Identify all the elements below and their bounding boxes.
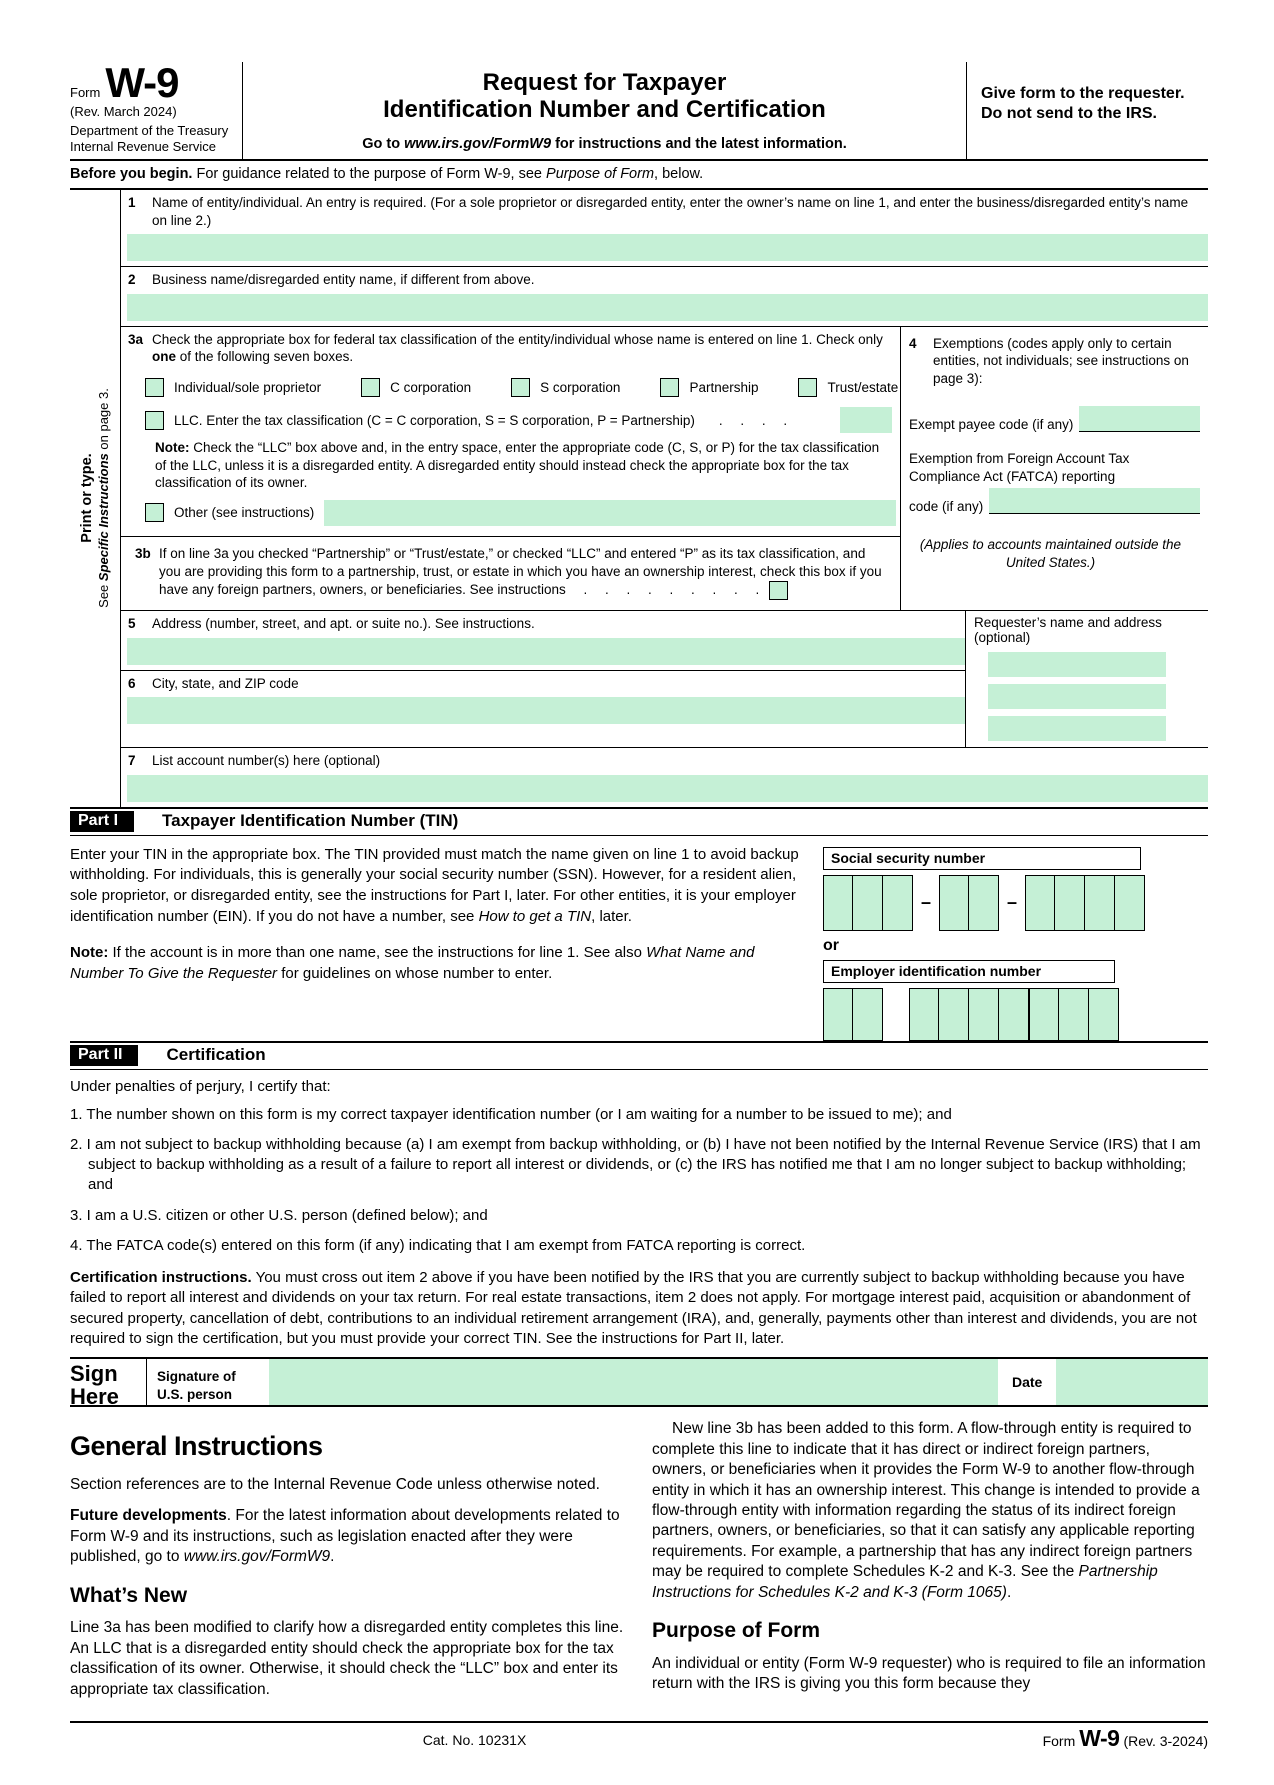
line2-row — [121, 267, 1208, 327]
purpose-of-form-paragraph: An individual or entity (Form W-9 requester) who is required to file an information return with the IRS is giving you this form because they — [652, 1654, 1206, 1693]
department-line: Department of the Treasury — [70, 122, 229, 138]
part2-content — [70, 1078, 1208, 1350]
ein-cell[interactable] — [1089, 988, 1119, 1041]
date-label: Date — [1012, 1374, 1043, 1391]
whats-new-title: What’s New — [70, 1583, 188, 1607]
ssn-cell[interactable] — [823, 875, 853, 931]
leader-dots: . . . . . . . . . — [583, 582, 760, 598]
line3b-number: 3b — [135, 545, 151, 561]
certification-item-3: 3. I am a U.S. citizen or other U.S. person (defined below); and — [70, 1206, 488, 1224]
address-section — [121, 611, 1208, 748]
name-input[interactable] — [127, 234, 1208, 261]
part1-heading — [70, 807, 1208, 836]
line1-number: 1 — [128, 195, 136, 211]
irs-url: www.irs.gov/FormW9 — [183, 1548, 331, 1566]
other-input[interactable] — [324, 500, 896, 526]
line4-label: Exemptions (codes apply only to certain entities, not individuals; see instructions on page 3): — [933, 335, 1189, 387]
checkbox-llc[interactable] — [145, 411, 164, 430]
certification-item-1: 1. The number shown on this form is my correct taxpayer identification number (or I am waiting for a number to be issued to me); and — [70, 1105, 952, 1123]
general-instructions-title: General Instructions — [70, 1431, 323, 1462]
address-input[interactable] — [127, 638, 965, 665]
fatca-code-label: code (if any) — [909, 499, 984, 515]
line1-row — [121, 190, 1208, 267]
requester-column — [965, 611, 1208, 747]
or-word: or — [823, 936, 839, 954]
applies-note: (Applies to accounts maintained outside the United States.) — [919, 537, 1182, 571]
option-label: Individual/sole proprietor — [174, 380, 322, 396]
exempt-payee-code-input[interactable] — [1079, 406, 1200, 432]
footer-form-id: Form W-9 (Rev. 3-2024) — [1042, 1725, 1208, 1752]
line6-number: 6 — [128, 675, 136, 691]
line3a-row — [121, 327, 900, 537]
ein-cell[interactable] — [823, 988, 853, 1041]
ssn-cell[interactable] — [1025, 875, 1055, 931]
before-you-begin: Before you begin. For guidance related to the purpose of Form W-9, see Purpose of Form, below. — [70, 161, 1208, 190]
ssn-cell[interactable] — [1055, 875, 1085, 931]
line7-row — [121, 748, 1208, 802]
fatca-label: Exemption from Foreign Account Tax Compliance Act (FATCA) reporting — [909, 450, 1130, 484]
ein-input-cells — [823, 988, 1208, 1041]
future-developments: Future developments. For the latest information about developments related to Form W-9 and its instructions, such as legislation enacted after they were published, go to www.irs.gov/FormW9. — [70, 1507, 620, 1566]
line6-label: City, state, and ZIP code — [152, 675, 299, 691]
form-number: W-9 — [105, 59, 179, 106]
option-label: Trust/estate — [827, 380, 899, 396]
ein-cell[interactable] — [853, 988, 883, 1041]
form-title-block — [242, 62, 966, 159]
line3b-label: If on line 3a you checked “Partnership” or “Trust/estate,” or checked “LLC” and entered “P” as its tax classification, and you are providing this form to a partnership, trust, or estate in which you have an ownership interest, check this box if you have any foreign partners, owners, or beneficiaries. See instructions . . . . . . . . . — [159, 545, 888, 600]
part1-title: Taxpayer Identification Number (TIN) — [162, 811, 459, 831]
line3b-row — [121, 537, 900, 610]
sign-here-label: Sign Here — [70, 1361, 119, 1410]
signature-label: Signature of U.S. person — [157, 1369, 236, 1402]
sidebar-line1: Print or type. — [78, 453, 95, 544]
give-form-notice: Give form to the requester. Do not send to the IRS. — [966, 62, 1208, 159]
date-input[interactable] — [1056, 1359, 1208, 1405]
option-label: C corporation — [390, 380, 472, 396]
ein-cell[interactable] — [969, 988, 999, 1041]
line3b-new-paragraph: New line 3b has been added to this form. A flow-through entity is required to complete this line to indicate that it has direct or indirect foreign partners, owners, or beneficiaries when it provides the Form W-9 to another flow-through entity in which it has an ownership interest. This change is intended to provide a flow-through entity with information regarding the status of its indirect foreign partners, owners, or beneficiaries, so that it can satisfy any applicable reporting requirements. For example, a partnership that has any indirect foreign partners may be required to complete Schedules K-2 and K-3. See the Partnership Instructions for Schedules K-2 and K-3 (Form 1065). — [652, 1420, 1200, 1601]
ssn-input-cells — [823, 875, 1208, 931]
tin-boxes — [823, 845, 1208, 1041]
checkbox-partnership[interactable] — [660, 378, 679, 397]
form-revision: (Rev. March 2024) — [70, 103, 177, 119]
goto-line: Go to www.irs.gov/FormW9 for instructions and the latest information. — [362, 135, 847, 152]
checkbox-s-corporation[interactable] — [511, 378, 530, 397]
page-footer — [70, 1721, 1208, 1765]
exempt-payee-line — [909, 406, 1200, 432]
part2-title: Certification — [166, 1045, 266, 1065]
part1-chip: Part I — [70, 811, 134, 832]
section-references: Section references are to the Internal Revenue Code unless otherwise noted. — [70, 1475, 600, 1493]
line2-number: 2 — [128, 272, 136, 288]
ein-cell[interactable] — [909, 988, 939, 1041]
requester-label: Requester’s name and address (optional) — [974, 615, 1162, 646]
ssn-cell[interactable] — [883, 875, 913, 931]
ssn-cell[interactable] — [853, 875, 883, 931]
requester-input-line2[interactable] — [988, 684, 1166, 709]
certification-item-4: 4. The FATCA code(s) entered on this form (if any) indicating that I am exempt from FATCA reporting is correct. — [70, 1236, 806, 1254]
part2-heading — [70, 1041, 1208, 1070]
certification-instructions: Certification instructions. You must cross out item 2 above if you have been notified by the IRS that you are currently subject to backup withholding because you have failed to report all interest and dividends on your tax return. For real estate transactions, item 2 does not apply. For mortgage interest paid, acquisition or abandonment of secured property, cancellation of debt, contributions to an individual retirement arrangement (IRA), and, generally, payments other than interest and dividends, you are not required to sign the certification, but you must provide your correct TIN. See the instructions for Part II, later. — [70, 1269, 1197, 1347]
tin-note: Note: If the account is in more than one name, see the instructions for line 1. See also What Name and Number To Give the Requester for guidelines on whose number to enter. — [70, 944, 755, 983]
ein-label: Employer identification number — [823, 960, 1115, 983]
ssn-label: Social security number — [823, 847, 1141, 870]
ein-cell[interactable] — [1029, 988, 1059, 1041]
requester-input-line1[interactable] — [988, 652, 1166, 677]
form-header — [70, 59, 1208, 161]
line3a-label: Check the appropriate box for federal tax classification of the entity/individual whose name is entered on line 1. Check only one of the following seven boxes. — [152, 331, 883, 365]
line1-label: Name of entity/individual. An entry is required. (For a sole proprietor or disregarded entity, enter the owner’s name on line 1, and enter the business/disregarded entity’s name on line 2.) — [152, 195, 1189, 228]
line4-column — [900, 327, 1208, 610]
business-name-input[interactable] — [127, 294, 1208, 321]
general-instructions — [70, 1419, 1208, 1711]
llc-label: LLC. Enter the tax classification (C = C corporation, S = S corporation, P = Partnership) — [174, 412, 695, 428]
other-row — [145, 500, 896, 526]
catalog-number: Cat. No. 10231X — [422, 1732, 527, 1749]
llc-classification-input[interactable] — [840, 407, 892, 433]
other-label: Other (see instructions) — [174, 505, 315, 521]
line7-label: List account number(s) here (optional) — [152, 753, 381, 769]
llc-note: Note: Check the “LLC” box above and, in the entry space, enter the appropriate code (C, S, or P) for the tax classification of the LLC, unless it is a disregarded entity. A disregarded entity should instead check the appropriate box for the tax classification of its owner. — [155, 440, 880, 491]
ssn-dash: – — [921, 892, 932, 913]
option-label: S corporation — [540, 380, 621, 396]
ein-cell[interactable] — [1059, 988, 1089, 1041]
ssn-cell[interactable] — [939, 875, 969, 931]
line6-row — [121, 671, 965, 725]
part2-chip: Part II — [70, 1045, 138, 1066]
line3-section — [121, 327, 1208, 611]
fatca-code-line — [909, 488, 1200, 514]
irs-url: www.irs.gov/FormW9 — [404, 135, 552, 152]
line2-label: Business name/disregarded entity name, if different from above. — [152, 272, 535, 288]
exempt-payee-label: Exempt payee code (if any) — [909, 416, 1074, 432]
llc-row — [145, 407, 892, 433]
line3a-number: 3a — [128, 331, 144, 347]
ssn-cell[interactable] — [969, 875, 999, 931]
account-numbers-input[interactable] — [127, 775, 1208, 802]
city-state-zip-input[interactable] — [127, 697, 965, 724]
ssn-cell[interactable] — [1085, 875, 1115, 931]
form-id-block — [70, 59, 242, 159]
form-body — [70, 190, 1208, 806]
checkbox-individual-sole-proprietor[interactable] — [145, 378, 164, 397]
form-title: Request for Taxpayer Identification Number and Certification — [383, 69, 826, 123]
ein-cell[interactable] — [999, 988, 1029, 1041]
whats-new-paragraph: Line 3a has been modified to clarify how a disregarded entity completes this line. An LLC that is a disregarded entity should check the appropriate box for the tax classification of its owner. Otherwise, it should check the “LLC” box and enter its appropriate tax classification. — [70, 1619, 624, 1698]
leader-dots: . . . . — [718, 412, 788, 428]
signature-input[interactable] — [269, 1359, 998, 1405]
ssn-dash: – — [1007, 892, 1018, 913]
print-or-type-sidebar — [70, 190, 120, 806]
form-word: Form — [70, 85, 101, 100]
agency-line: Internal Revenue Service — [70, 139, 216, 155]
sidebar-line2: See Specific Instructions on page 3. — [95, 388, 111, 609]
line5-row — [121, 611, 965, 671]
part1-content — [70, 836, 1208, 1041]
checkbox-c-corporation[interactable] — [361, 378, 380, 397]
tin-paragraph: Enter your TIN in the appropriate box. The TIN provided must match the name given on line 1 to avoid backup withholding. For individuals, this is generally your social security number (SSN). However, for a resident alien, sole proprietor, or disregarded entity, see the instructions for Part I, later. For other entities, it is your employer identification number (EIN). If you do not have a number, see How to get a TIN, later. — [70, 845, 799, 925]
requester-input-line3[interactable] — [988, 716, 1166, 741]
line5-number: 5 — [128, 616, 136, 632]
certify-intro: Under penalties of perjury, I certify that: — [70, 1077, 331, 1095]
certification-item-2: 2. I am not subject to backup withholding because (a) I am exempt from backup withholding, or (b) I have not been notified by the Internal Revenue Service (IRS) that I am subject to backup withholding as a result of a failure to report all interest or dividends, or (c) the IRS has notified me that I am no longer subject to backup withholding; and — [70, 1135, 1201, 1194]
line5-label: Address (number, street, and apt. or suite no.). See instructions. — [152, 616, 535, 632]
instructions-left-column — [70, 1419, 626, 1711]
line7-number: 7 — [128, 753, 136, 769]
instructions-right-column — [652, 1419, 1208, 1711]
checkbox-other[interactable] — [145, 503, 164, 522]
ein-cell[interactable] — [939, 988, 969, 1041]
ssn-cell[interactable] — [1115, 875, 1145, 931]
sign-here-row — [70, 1357, 1208, 1410]
line4-number: 4 — [909, 335, 917, 351]
tax-classification-options — [145, 378, 900, 397]
checkbox-trust-estate[interactable] — [798, 378, 817, 397]
fatca-code-input[interactable] — [989, 488, 1200, 514]
option-label: Partnership — [689, 380, 759, 396]
purpose-of-form-title: Purpose of Form — [652, 1619, 821, 1643]
checkbox-foreign-partners[interactable] — [769, 581, 788, 600]
